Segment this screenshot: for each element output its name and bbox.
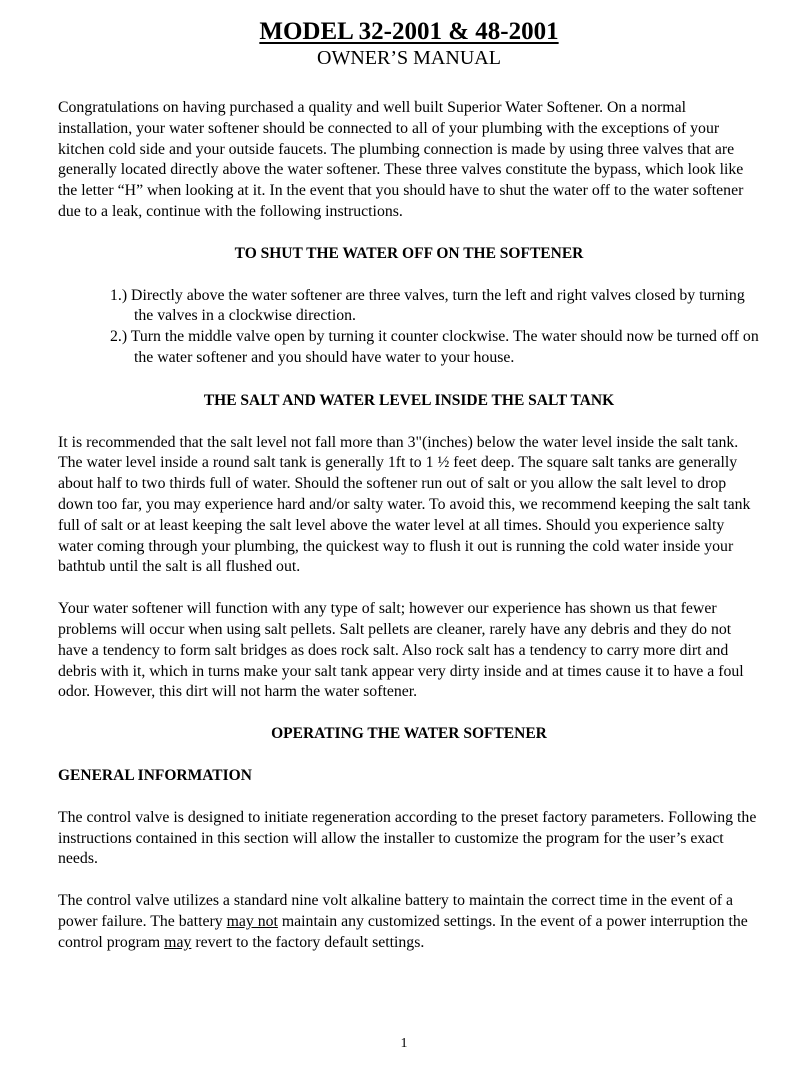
general-information-heading: GENERAL INFORMATION	[58, 766, 252, 784]
battery-paragraph	[58, 891, 760, 953]
shutoff-step-2: 2.) Turn the middle valve open by turning it counter clockwise. The water should now be turned off on the water softener and you should have water to your house.	[110, 328, 759, 366]
salt-level-paragraph: It is recommended that the salt level not fall more than 3"(inches) below the water level inside the salt tank. The water level inside a round salt tank is generally 1ft to 1 ½ feet deep. The square salt tanks are generally about half to two thirds full of water. Should the softener run out of salt or you allow the salt level to drop down too far, you may experience hard and/or salty water. To avoid this, we recommend keeping the salt tank full of salt or at least keeping the salt level above the water level at all times. Should you experience salty water coming through your plumbing, the quickest way to flush it out is running the cold water inside your bathtub until the salt is all flushed out.	[58, 433, 751, 576]
battery-underline-may: may	[164, 933, 192, 951]
shutoff-heading: TO SHUT THE WATER OFF ON THE SOFTENER	[234, 244, 584, 262]
operating-heading: OPERATING THE WATER SOFTENER	[271, 725, 547, 743]
battery-text-2: maintain any customized settings. In the event of a power interruption the control program	[58, 912, 748, 951]
control-valve-paragraph: The control valve is designed to initiate regeneration according to the preset factory parameters. Following the instructions contained in this section will allow the installer to customize the program for the user’s exact needs.	[58, 808, 757, 868]
salt-type-paragraph: Your water softener will function with any type of salt; however our experience has shown us that fewer problems will occur when using salt pellets. Salt pellets are cleaner, rarely have any debris and they do not have a tendency to form salt bridges as does rock salt. Also rock salt has a tendency to carry more dirt and debris with it, which in turns make your salt tank appear very dirty inside and at times cause it to have a foul odor. However, this dirt will not harm the water softener.	[58, 600, 744, 701]
intro-paragraph: Congratulations on having purchased a quality and well built Superior Water Softener. On a normal installation, your water softener should be connected to all of your plumbing with the exceptions of your kitchen cold side and your outside faucets. The plumbing connection is made by using three valves that are generally located directly above the water softener. These three valves constitute the bypass, which look like the letter “H” when looking at it. In the event that you should have to shut the water off to the water softener due to a leak, continue with the following instructions.	[58, 99, 744, 220]
document-subtitle: OWNER’S MANUAL	[317, 47, 501, 69]
salt-level-heading: THE SALT AND WATER LEVEL INSIDE THE SALT TANK	[203, 391, 615, 409]
page-number: 1	[400, 1036, 408, 1051]
shutoff-step-1: 1.) Directly above the water softener are three valves, turn the left and right valves closed by turning the valves in a clockwise direction.	[110, 286, 745, 325]
battery-underline-may-not: may not	[226, 912, 278, 930]
shutoff-steps	[58, 286, 760, 369]
document-title: MODEL 32-2001 & 48-2001	[259, 18, 559, 45]
battery-text-3: revert to the factory default settings.	[191, 933, 425, 951]
battery-text-1: The control valve utilizes a standard nine volt alkaline battery to maintain the correct time in the event of a power failure. The battery	[58, 892, 734, 930]
